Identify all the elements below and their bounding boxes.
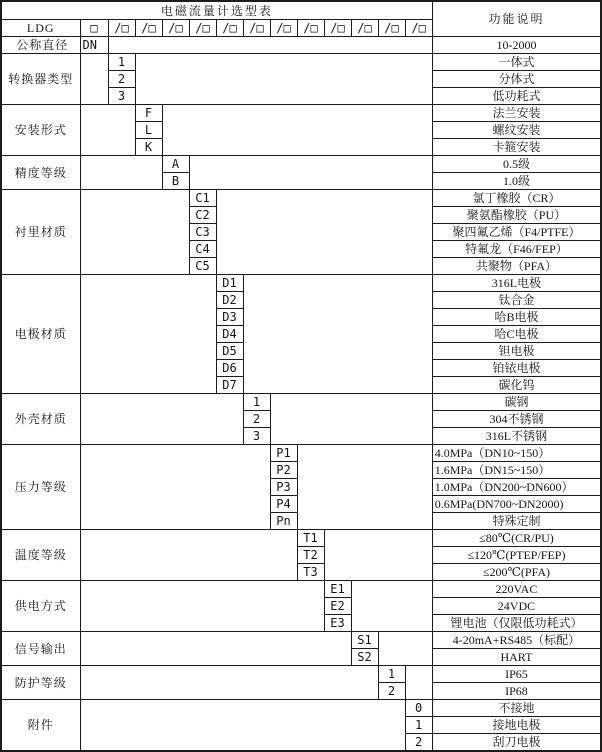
desc-cell: 法兰安装 — [432, 105, 601, 122]
spacer-cell — [243, 275, 432, 394]
code-cell: C3 — [189, 224, 216, 241]
code-cell: E2 — [324, 598, 351, 615]
spacer-cell — [351, 581, 432, 632]
code-cell: D4 — [216, 326, 243, 343]
desc-cell: 304不锈钢 — [432, 411, 601, 428]
section-label-electrode-material: 电极材质 — [1, 275, 80, 394]
code-cell: 1 — [378, 666, 405, 683]
model-slot: /□ — [270, 20, 297, 37]
model-label: LDG — [1, 20, 80, 37]
desc-cell: 接地电极 — [432, 717, 601, 734]
spacer-cell — [162, 105, 432, 156]
code-cell: L — [135, 122, 162, 139]
table-title: 电磁流量计选型表 — [1, 1, 432, 20]
section-label-signal-output: 信号输出 — [1, 632, 80, 666]
code-cell: T2 — [297, 547, 324, 564]
desc-cell: 24VDC — [432, 598, 601, 615]
desc-cell: 低功耗式 — [432, 88, 601, 105]
code-cell: T3 — [297, 564, 324, 581]
spacer-cell — [135, 54, 432, 105]
code-cell: P4 — [270, 496, 297, 513]
code-cell: 1 — [108, 54, 135, 71]
desc-cell: 碳化钨 — [432, 377, 601, 394]
desc-cell: HART — [432, 649, 601, 666]
section-label-converter-type: 转换器类型 — [1, 54, 80, 105]
code-cell: B — [162, 173, 189, 190]
code-cell: S1 — [351, 632, 378, 649]
desc-cell: 锂电池（仅限低功耗式） — [432, 615, 601, 632]
code-cell: DN — [80, 37, 108, 54]
code-cell: D1 — [216, 275, 243, 292]
spacer-cell — [80, 105, 135, 156]
desc-cell: 316L电极 — [432, 275, 601, 292]
code-cell: F — [135, 105, 162, 122]
desc-cell: 1.0级 — [432, 173, 601, 190]
model-slot: /□ — [108, 20, 135, 37]
code-cell: 2 — [243, 411, 270, 428]
code-cell: Pn — [270, 513, 297, 530]
desc-cell: IP65 — [432, 666, 601, 683]
desc-cell: 哈C电极 — [432, 326, 601, 343]
desc-cell: 0.5级 — [432, 156, 601, 173]
code-cell: E1 — [324, 581, 351, 598]
section-label-temperature-rating: 温度等级 — [1, 530, 80, 581]
spacer-cell — [80, 581, 324, 632]
spacer-cell — [216, 190, 432, 275]
code-cell: P2 — [270, 462, 297, 479]
code-cell: C5 — [189, 258, 216, 275]
model-slot: /□ — [351, 20, 378, 37]
section-label-housing-material: 外壳材质 — [1, 394, 80, 445]
spacer-cell — [80, 156, 162, 190]
model-slot: /□ — [297, 20, 324, 37]
code-cell: 2 — [405, 734, 432, 752]
desc-cell: 聚四氟乙烯（F4/PTFE） — [432, 224, 601, 241]
spacer-cell — [80, 666, 378, 700]
desc-cell: 氯丁橡胶（CR） — [432, 190, 601, 207]
desc-cell: 刮刀电极 — [432, 734, 601, 752]
desc-cell: ≤80℃(CR/PU) — [432, 530, 601, 547]
desc-cell: 0.6MPa(DN700~DN2000) — [432, 496, 601, 513]
section-label-lining-material: 衬里材质 — [1, 190, 80, 275]
spacer-cell — [80, 445, 270, 530]
desc-cell: 220VAC — [432, 581, 601, 598]
model-slot: /□ — [378, 20, 405, 37]
section-label-nominal-diameter: 公称直径 — [1, 37, 80, 54]
code-cell: E3 — [324, 615, 351, 632]
desc-cell: 1.0MPa（DN200~DN600） — [432, 479, 601, 496]
spacer-cell — [378, 632, 432, 666]
spacer-cell — [80, 632, 351, 666]
desc-cell: 特殊定制 — [432, 513, 601, 530]
desc-cell: 1.6MPa（DN15~150） — [432, 462, 601, 479]
code-cell: D7 — [216, 377, 243, 394]
spacer-cell — [324, 530, 432, 581]
code-cell: D2 — [216, 292, 243, 309]
desc-cell: 钛合金 — [432, 292, 601, 309]
code-cell: P1 — [270, 445, 297, 462]
code-cell: C2 — [189, 207, 216, 224]
spacer-cell — [80, 275, 216, 394]
section-label-power-supply: 供电方式 — [1, 581, 80, 632]
model-slot: /□ — [135, 20, 162, 37]
code-cell: 3 — [243, 428, 270, 445]
section-label-installation-type: 安装形式 — [1, 105, 80, 156]
spacer-cell — [80, 700, 405, 752]
spacer-cell — [80, 530, 297, 581]
spacer-cell — [80, 394, 243, 445]
desc-cell: 共聚物（PFA） — [432, 258, 601, 275]
model-slot: /□ — [162, 20, 189, 37]
desc-cell: 一体式 — [432, 54, 601, 71]
section-label-pressure-rating: 压力等级 — [1, 445, 80, 530]
code-cell: 1 — [405, 717, 432, 734]
spacer-cell — [270, 394, 432, 445]
desc-cell: 分体式 — [432, 71, 601, 88]
code-cell: 3 — [108, 88, 135, 105]
section-label-protection-rating: 防护等级 — [1, 666, 80, 700]
spacer-cell — [80, 190, 189, 275]
code-cell: 2 — [378, 683, 405, 700]
desc-cell: ≤120℃(PTEP/FEP) — [432, 547, 601, 564]
desc-cell: 铂铱电极 — [432, 360, 601, 377]
section-label-accuracy-class: 精度等级 — [1, 156, 80, 190]
spacer-cell — [80, 54, 108, 105]
desc-cell: 316L不锈钢 — [432, 428, 601, 445]
desc-cell: 不接地 — [432, 700, 601, 717]
model-slot: /□ — [243, 20, 270, 37]
code-cell: C1 — [189, 190, 216, 207]
code-cell: K — [135, 139, 162, 156]
desc-cell: 卡箍安装 — [432, 139, 601, 156]
section-label-accessories: 附件 — [1, 700, 80, 752]
spacer-cell — [297, 445, 432, 530]
model-slot: /□ — [405, 20, 432, 37]
desc-cell: IP68 — [432, 683, 601, 700]
desc-cell: 4-20mA+RS485（标配） — [432, 632, 601, 649]
model-slot: /□ — [216, 20, 243, 37]
desc-cell: 4.0MPa（DN10~150） — [432, 445, 601, 462]
code-cell: 1 — [243, 394, 270, 411]
code-cell: P3 — [270, 479, 297, 496]
desc-cell: 聚氨酯橡胶（PU） — [432, 207, 601, 224]
desc-cell: 钽电极 — [432, 343, 601, 360]
code-cell: 0 — [405, 700, 432, 717]
model-slot: /□ — [324, 20, 351, 37]
desc-cell: 特氟龙（F46/FEP） — [432, 241, 601, 258]
code-cell: C4 — [189, 241, 216, 258]
spacer-cell — [189, 156, 432, 190]
desc-cell: 哈B电极 — [432, 309, 601, 326]
function-header: 功能说明 — [432, 1, 601, 37]
spacer-cell — [108, 37, 432, 54]
code-cell: A — [162, 156, 189, 173]
code-cell: T1 — [297, 530, 324, 547]
code-cell: S2 — [351, 649, 378, 666]
model-slot: /□ — [189, 20, 216, 37]
desc-cell: ≤200℃(PFA) — [432, 564, 601, 581]
desc-cell: 10-2000 — [432, 37, 601, 54]
desc-cell: 螺纹安装 — [432, 122, 601, 139]
code-cell: D6 — [216, 360, 243, 377]
code-cell: D5 — [216, 343, 243, 360]
code-cell: D3 — [216, 309, 243, 326]
model-box: □ — [80, 20, 108, 37]
desc-cell: 碳钢 — [432, 394, 601, 411]
code-cell: 2 — [108, 71, 135, 88]
spacer-cell — [405, 666, 432, 700]
